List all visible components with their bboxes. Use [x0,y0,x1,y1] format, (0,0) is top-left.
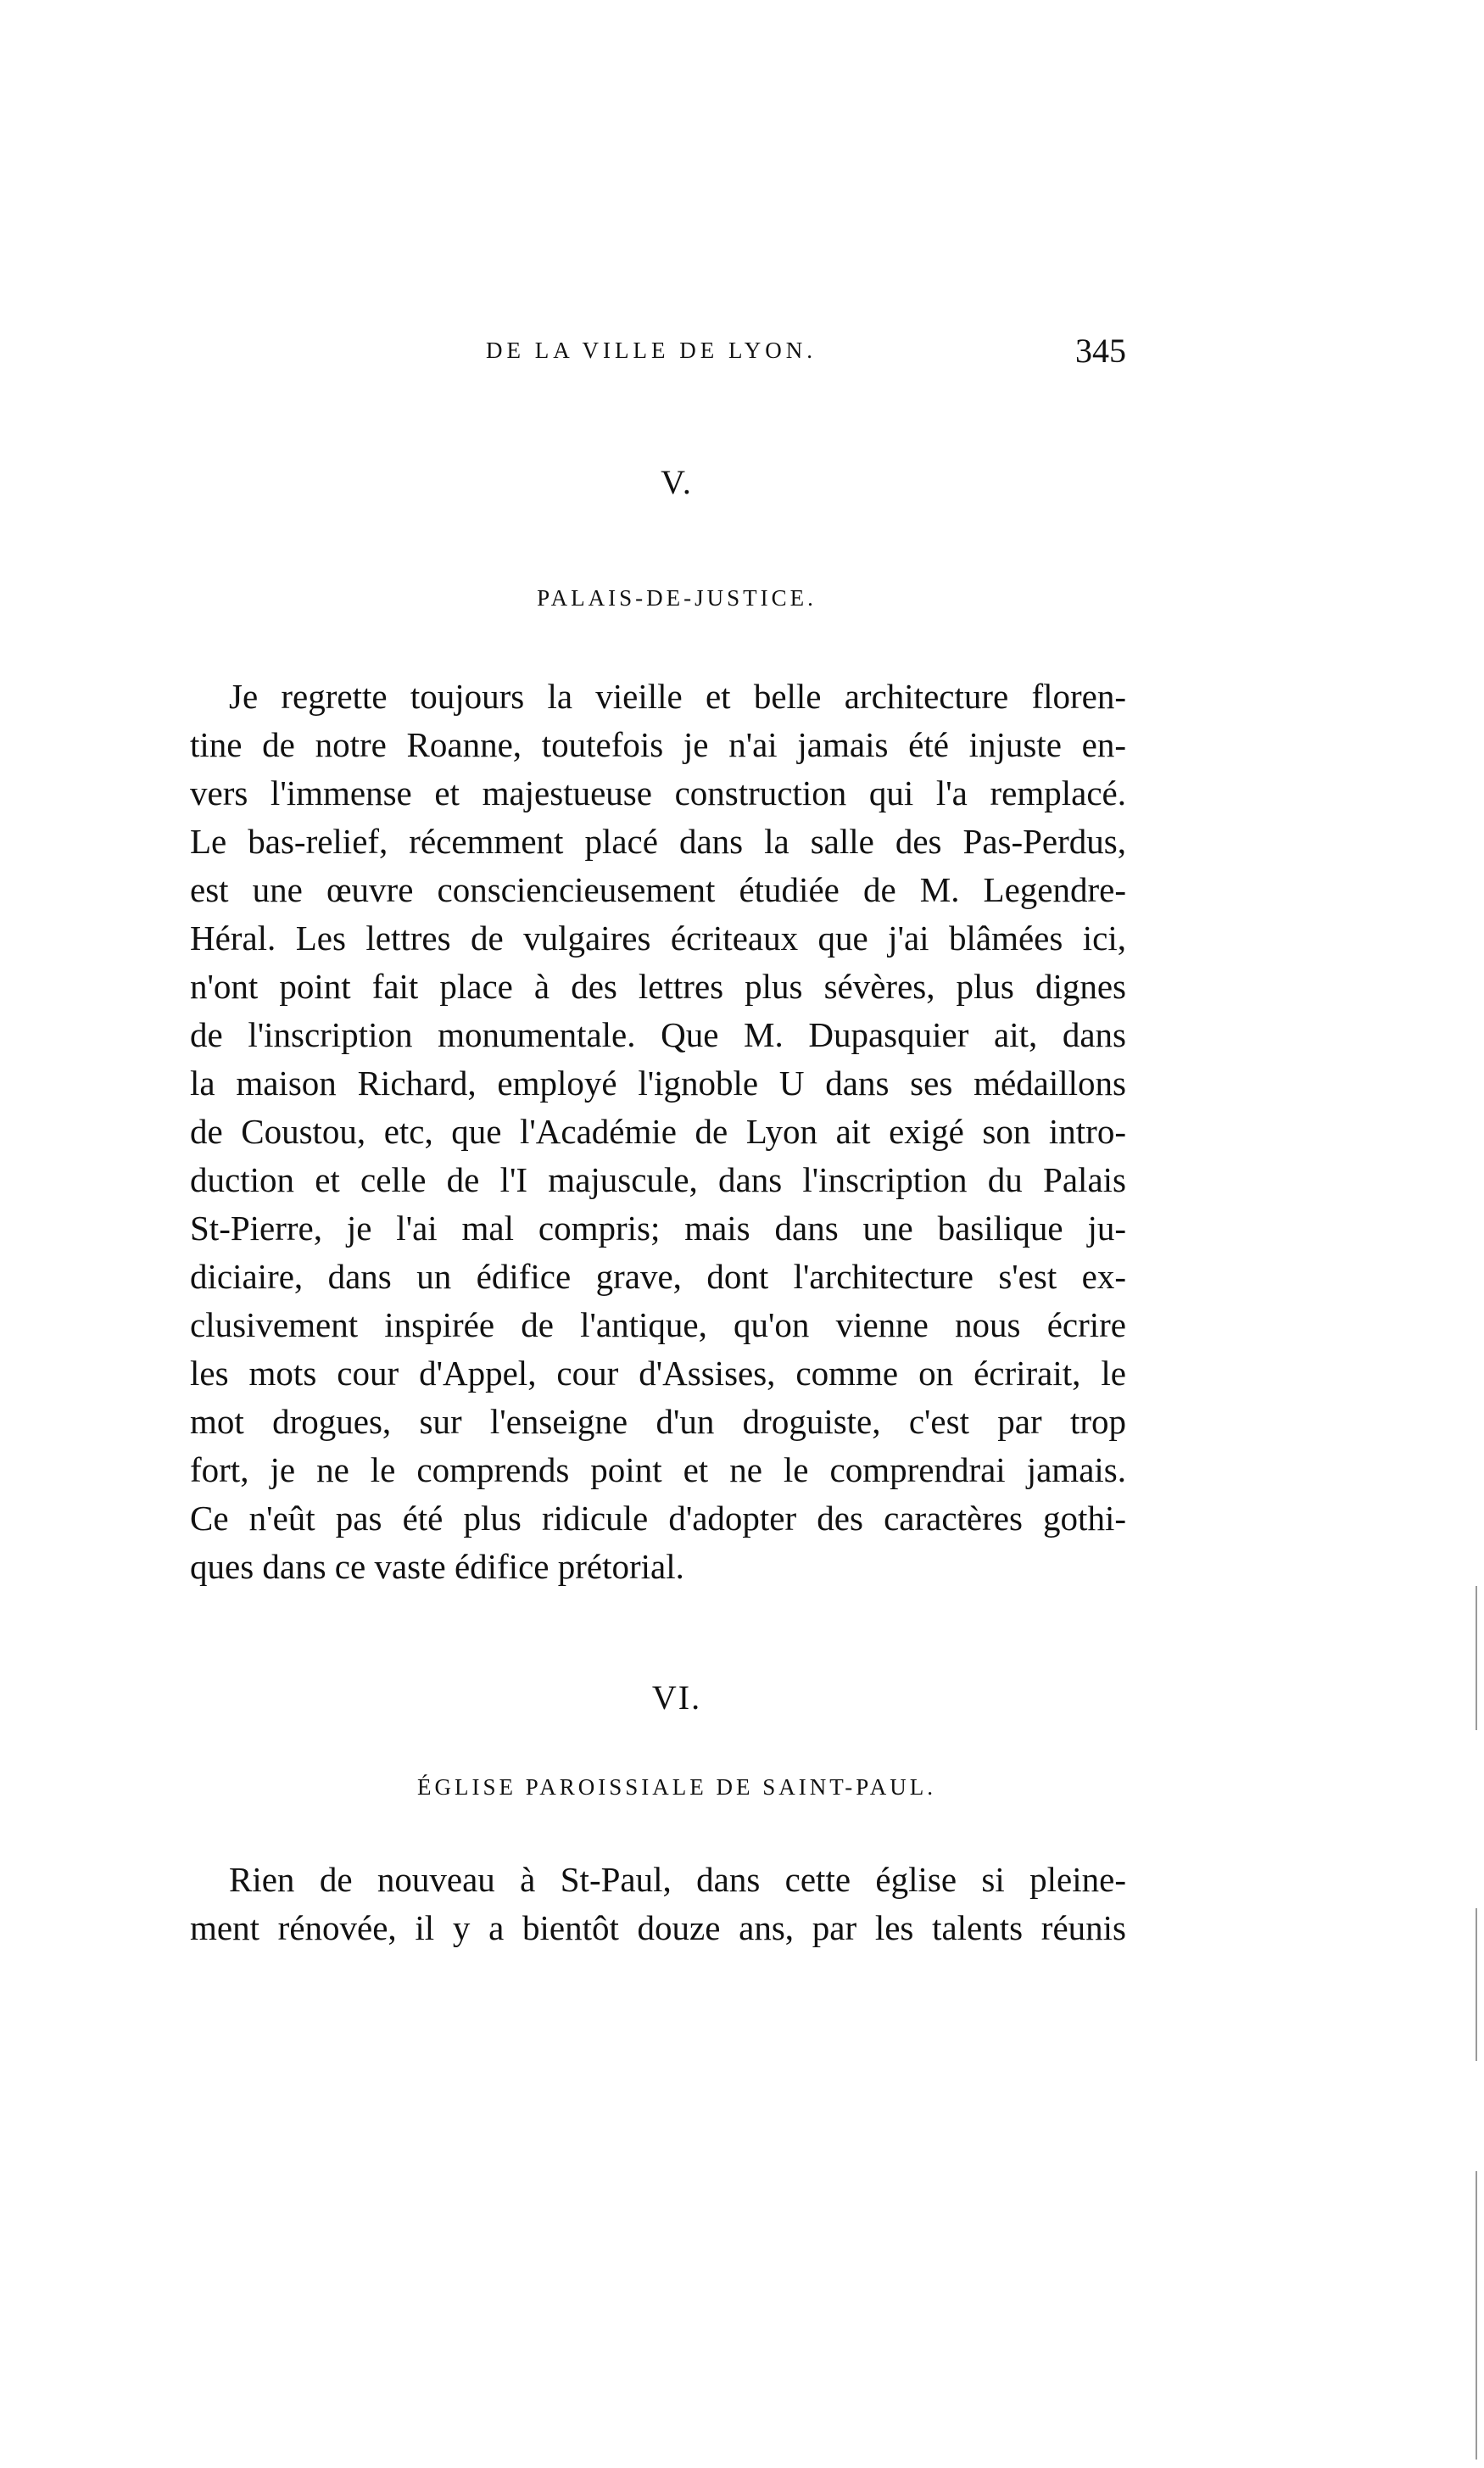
text-line: la maison Richard, employé l'ignoble U dans ses médaillons [190,1064,1126,1103]
section-numeral-v: V. [661,463,693,501]
text-line: de l'inscription monumentale. Que M. Dupasquier ait, dans [190,1015,1126,1054]
text-line: Je regrette toujours la vieille et belle architecture floren- [229,677,1126,716]
running-title: DE LA VILLE DE LYON. [486,338,817,363]
text-line: les mots cour d'Appel, cour d'Assises, comme on écrirait, le [190,1354,1126,1393]
text-line: duction et celle de l'I majuscule, dans l'inscription du Palais [190,1160,1126,1199]
text-line: Rien de nouveau à St-Paul, dans cette église si pleine- [229,1860,1126,1899]
text-line: ment rénovée, il y a bientôt douze ans, par les talents réunis [190,1908,1126,1947]
text-line: vers l'immense et majestueuse construction qui l'a remplacé. [190,773,1126,812]
section-title-eglise-saint-paul: ÉGLISE PAROISSIALE DE SAINT-PAUL. [416,1774,937,1800]
text-line: mot drogues, sur l'enseigne d'un droguiste, c'est par trop [190,1402,1126,1441]
paragraph-eglise-saint-paul [190,1856,1126,1952]
text-line: clusivement inspirée de l'antique, qu'on vienne nous écrire [190,1305,1126,1344]
page-number: 345 [1075,332,1126,370]
text-line: fort, je ne le comprends point et ne le comprendrai jamais. [190,1450,1126,1489]
text-line: diciaire, dans un édifice grave, dont l'architecture s'est ex- [190,1257,1126,1296]
text-line: Ce n'eût pas été plus ridicule d'adopter des caractères gothi- [190,1499,1126,1538]
page-edge-mark [1476,1908,1477,2061]
text-line: Le bas-relief, récemment placé dans la salle des Pas-Perdus, [190,822,1126,861]
text-line: Héral. Les lettres de vulgaires écriteaux que j'ai blâmées ici, [190,919,1126,958]
text-line: n'ont point fait place à des lettres plus sévères, plus dignes [190,967,1126,1006]
page-edge-mark [1476,2171,1477,2460]
text-line: est une œuvre consciencieusement étudiée de M. Legendre- [190,870,1126,909]
section-numeral-vi: VI. [651,1678,702,1717]
text-line: de Coustou, etc, que l'Académie de Lyon ait exigé son intro- [190,1112,1126,1151]
page-edge-mark [1476,1586,1477,1730]
paragraph-palais-de-justice [190,673,1126,1591]
text-line: ques dans ce vaste édifice prétorial. [190,1547,684,1586]
text-line: St-Pierre, je l'ai mal compris; mais dans une basilique ju- [190,1209,1126,1248]
text-line: tine de notre Roanne, toutefois je n'ai jamais été injuste en- [190,725,1126,764]
section-title-palais-de-justice: PALAIS-DE-JUSTICE. [537,585,817,611]
running-head [227,331,1126,382]
